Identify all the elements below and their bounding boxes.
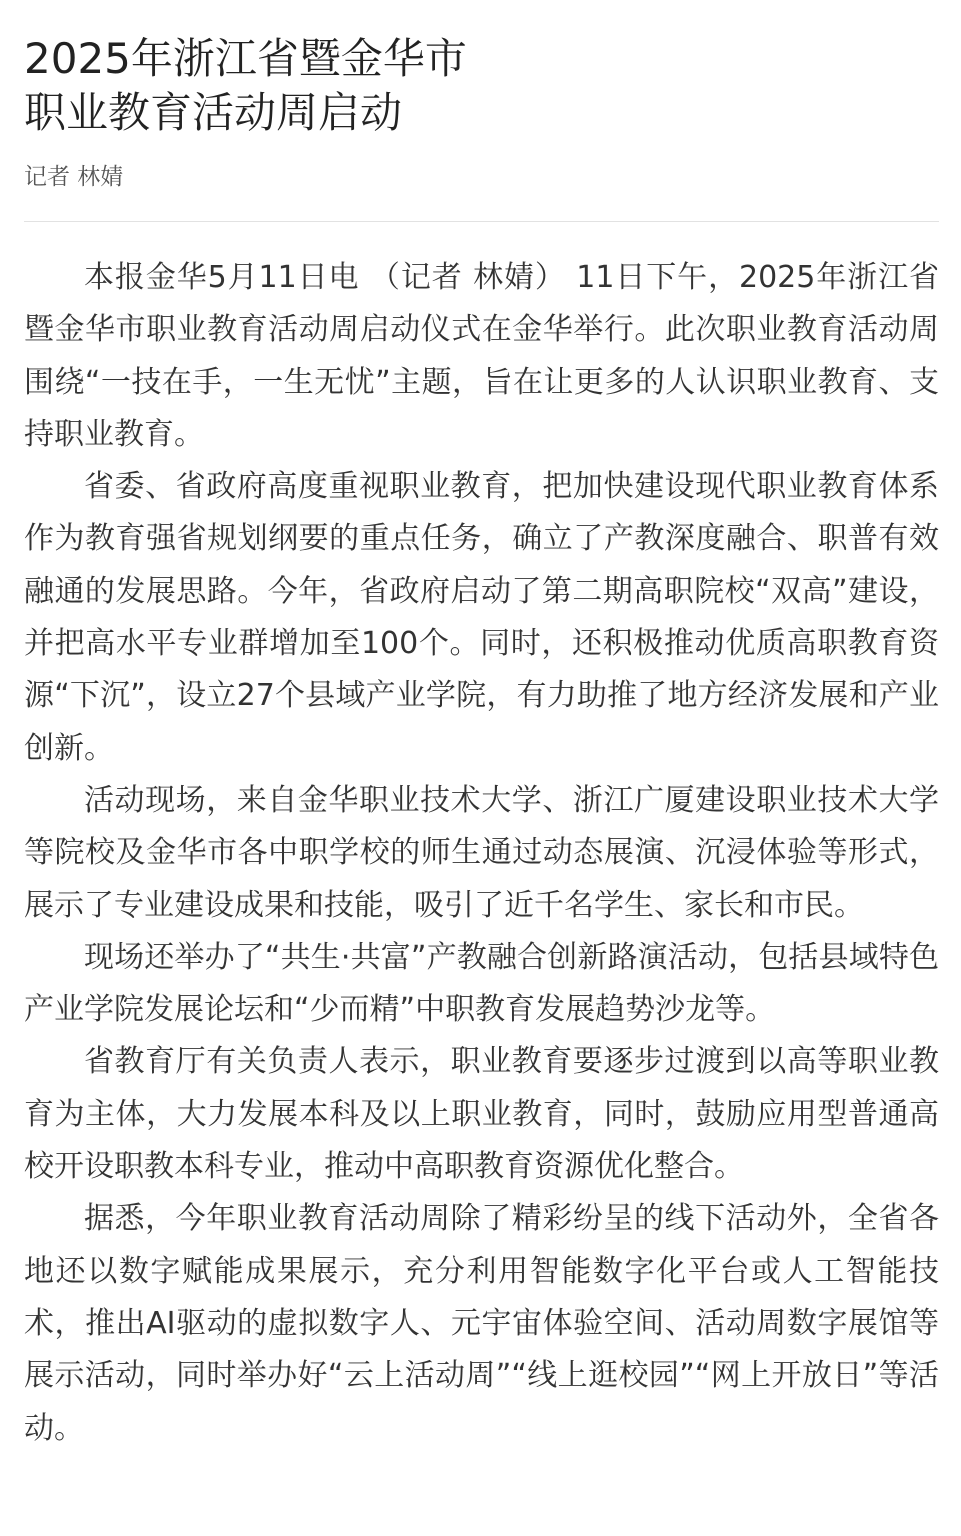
article-title-line-1: 2025年浙江省暨金华市 bbox=[24, 34, 467, 83]
article-paragraph: 现场还举办了“共生·共富”产教融合创新路演活动，包括县域特色产业学院发展论坛和“少而精”中职教育发展趋势沙龙等。 bbox=[24, 939, 939, 1028]
article-body bbox=[24, 252, 939, 1455]
article-paragraph: 省委、省政府高度重视职业教育，把加快建设现代职业教育体系作为教育强省规划纲要的重点任务，确立了产教深度融合、职普有效融通的发展思路。今年，省政府启动了第二期高职院校“双高”建设，并把高水平专业群增加至100个。同时，还积极推动优质高职教育资源“下沉”，设立27个县域产业学院，有力助推了地方经济发展和产业创新。 bbox=[24, 469, 939, 766]
article-paragraph: 据悉，今年职业教育活动周除了精彩纷呈的线下活动外，全省各地还以数字赋能成果展示，充分利用智能数字化平台或人工智能技术，推出AI驱动的虚拟数字人、元宇宙体验空间、活动周数字展馆等展示活动，同时举办好“云上活动周”“线上逛校园”“网上开放日”等活动。 bbox=[24, 1201, 939, 1446]
article-paragraph: 活动现场，来自金华职业技术大学、浙江广厦建设职业技术大学等院校及金华市各中职学校的师生通过动态展演、沉浸体验等形式，展示了专业建设成果和技能，吸引了近千名学生、家长和市民。 bbox=[24, 782, 939, 923]
article-paragraph: 省教育厅有关负责人表示，职业教育要逐步过渡到以高等职业教育为主体，大力发展本科及以上职业教育，同时，鼓励应用型普通高校开设职教本科专业，推动中高职教育资源优化整合。 bbox=[24, 1044, 939, 1185]
article-paragraph: 本报金华5月11日电 （记者 林婧） 11日下午，2025年浙江省暨金华市职业教育活动周启动仪式在金华举行。此次职业教育活动周围绕“一技在手，一生无忧”主题，旨在让更多的人认识职业教育、支持职业教育。 bbox=[24, 260, 939, 452]
header-divider bbox=[24, 221, 939, 222]
article-title-line-2: 职业教育活动周启动 bbox=[24, 88, 403, 137]
article-byline: 记者 林婧 bbox=[24, 164, 124, 190]
article-title bbox=[24, 0, 939, 140]
